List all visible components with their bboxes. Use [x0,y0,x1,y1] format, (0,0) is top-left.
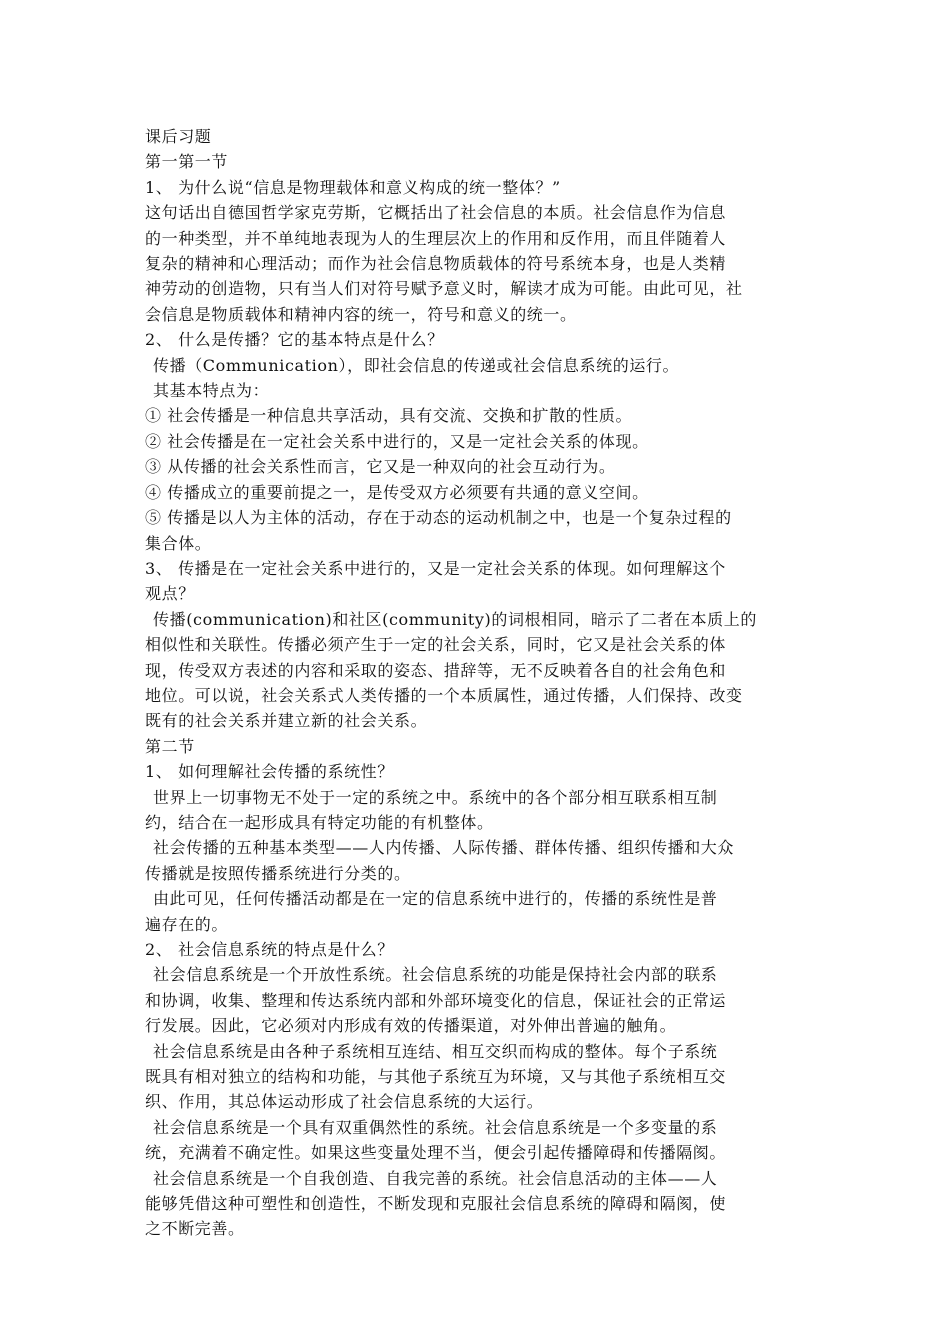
answer-line: 既有的社会关系并建立新的社会关系。 [145,711,428,731]
question-heading: 2、 社会信息系统的特点是什么？ [145,940,394,959]
answer-line: 既具有相对独立的结构和功能，与其他子系统互为环境，又与其他子系统相互交 [145,1067,727,1087]
answer-line: 之不断完善。 [145,1219,245,1239]
answer-line: 社会信息系统是一个具有双重偶然性的系统。社会信息系统是一个多变量的系 [153,1117,718,1137]
feature-item: ③ 从传播的社会关系性而言，它又是一种双向的社会互动行为。 [145,457,616,477]
answer-line: 和协调，收集、整理和传达系统内部和外部环境变化的信息，保证社会的正常运 [145,990,727,1010]
answer-line: 社会信息系统是由各种子系统相互连结、相互交织而构成的整体。每个子系统 [153,1041,718,1061]
answer-line: 世界上一切事物无不处于一定的系统之中。系统中的各个部分相互联系相互制 [153,787,718,807]
question-heading: 1、 为什么说“信息是物理载体和意义构成的统一整体？” [145,177,561,197]
answer-line: 社会信息系统是一个开放性系统。社会信息系统的功能是保持社会内部的联系 [153,965,718,985]
answer-line: 相似性和关联性。传播必须产生于一定的社会关系，同时，它又是社会关系的体 [145,635,727,655]
answer-line: 地位。可以说，社会关系式人类传播的一个本质属性，通过传播，人们保持、改变 [145,685,743,705]
answer-line: 社会传播的五种基本类型——人内传播、人际传播、群体传播、组织传播和大众 [153,838,735,858]
document-page [145,124,810,1242]
answer-line: 行发展。因此，它必须对内形成有效的传播渠道，对外伸出普遍的触角。 [145,1016,677,1036]
answer-line: 约，结合在一起形成具有特定功能的有机整体。 [145,812,494,832]
question-heading: 3、 传播是在一定社会关系中进行的，又是一定社会关系的体现。如何理解这个 [145,558,726,578]
feature-item: 集合体。 [145,533,212,553]
document-title: 课后习题 [145,127,212,146]
answer-line: 传播(communication)和社区(community)的词根相同，暗示了二者在本质上的 [153,609,757,629]
answer-line: 由此可见，任何传播活动都是在一定的信息系统中进行的，传播的系统性是普 [153,889,718,909]
section-heading: 第二节 [145,736,195,756]
question-heading: 1、 如何理解社会传播的系统性？ [145,762,394,782]
answer-line: 遍存在的。 [145,914,229,934]
feature-item: ② 社会传播是在一定社会关系中进行的，又是一定社会关系的体现。 [145,431,649,451]
answer-line: 统，充满着不确定性。如果这些变量处理不当，便会引起传播障碍和传播隔阂。 [145,1143,727,1163]
answer-line: 传播就是按照传播系统进行分类的。 [145,863,411,883]
feature-item: ⑤ 传播是以人为主体的活动，存在于动态的运动机制之中，也是一个复杂过程的 [145,508,732,528]
question-heading: 2、 什么是传播？它的基本特点是什么？ [145,330,444,350]
answer-line: 这句话出自德国哲学家克劳斯，它概括出了社会信息的本质。社会信息作为信息 [145,203,727,223]
answer-line: 能够凭借这种可塑性和创造性，不断发现和克服社会信息系统的障碍和隔阂，使 [145,1194,727,1214]
answer-line: 其基本特点为： [153,381,270,401]
feature-item: ④ 传播成立的重要前提之一，是传受双方必须要有共通的意义空间。 [145,482,649,502]
feature-item: ① 社会传播是一种信息共享活动，具有交流、交换和扩散的性质。 [145,406,633,426]
answer-line: 织、作用，其总体运动形成了社会信息系统的大运行。 [145,1092,544,1112]
answer-line: 的一种类型，并不单纯地表现为人的生理层次上的作用和反作用，而且伴随着人 [145,228,727,248]
section-heading: 第一第一节 [145,152,229,172]
question-heading: 观点？ [145,584,195,604]
answer-line: 现，传受双方表述的内容和采取的姿态、措辞等，无不反映着各自的社会角色和 [145,660,727,680]
answer-line: 神劳动的创造物，只有当人们对符号赋予意义时，解读才成为可能。由此可见，社 [145,279,743,299]
answer-line: 传播（Communication），即社会信息的传递或社会信息系统的运行。 [153,355,680,375]
answer-line: 复杂的精神和心理活动；而作为社会信息物质载体的符号系统本身，也是人类精 [145,254,727,274]
answer-line: 会信息是物质载体和精神内容的统一，符号和意义的统一。 [145,304,577,324]
answer-line: 社会信息系统是一个自我创造、自我完善的系统。社会信息活动的主体——人 [153,1168,718,1188]
